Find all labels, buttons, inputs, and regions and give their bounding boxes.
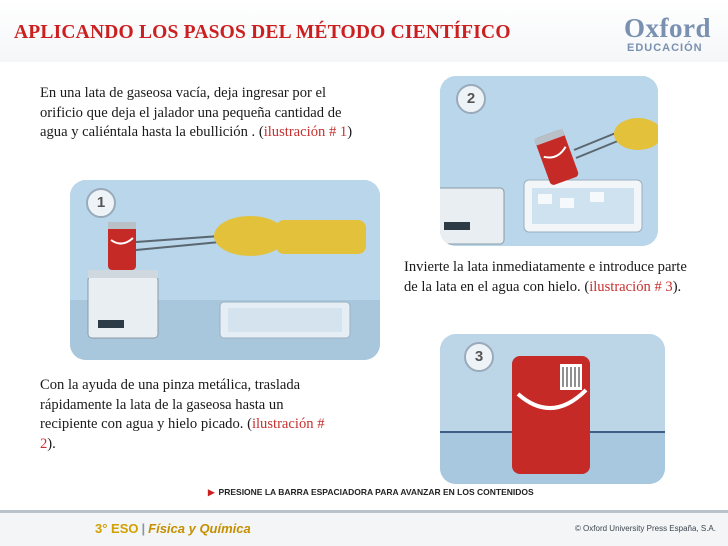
step-2-text: [40, 376, 330, 454]
course-label: [95, 521, 251, 536]
step-2-badge: 2: [456, 84, 486, 114]
illustration-3: [440, 334, 665, 484]
header: [0, 0, 728, 62]
step-1-text: [40, 84, 370, 143]
page-title: APLICANDO LOS PASOS DEL MÉTODO CIENTÍFICO: [14, 22, 511, 43]
heating-can-illustration: [70, 180, 380, 360]
spacebar-hint[interactable]: [208, 487, 534, 498]
step-1-reference: ilustración # 1: [263, 124, 348, 141]
step-3-end: ).: [672, 278, 682, 295]
step-1-badge: 1: [86, 188, 116, 218]
illustration-1: [70, 180, 380, 360]
brand-subtitle: EDUCACIÓN: [627, 42, 703, 54]
step-1-end: ): [347, 124, 353, 141]
oxford-logo: [624, 14, 728, 54]
hint-text: PRESIONE LA BARRA ESPACIADORA PARA AVANZAR EN LOS CONTENIDOS: [218, 487, 534, 497]
illustration-2: [440, 76, 658, 246]
course-subject: Física y Química: [148, 521, 251, 536]
step-3-text: [404, 258, 704, 297]
step-2-body: Con la ayuda de una pinza metálica, traslada rápidamente la lata de la gaseosa hasta un recipiente con agua y hielo picado. (: [40, 377, 301, 433]
step-2-reference: ilustración # 2: [40, 416, 325, 452]
step-1-body: En una lata de gaseosa vacía, deja ingresar por el orificio que deja el jalador una pequeña cantidad de agua y caliéntala hasta la ebullición . (: [40, 85, 342, 141]
brand-name: Oxford: [624, 13, 711, 43]
step-3-badge: 3: [464, 342, 494, 372]
step-3-body: Invierte la lata inmediatamente e introduce parte de la lata en el agua con hielo. (: [404, 259, 687, 295]
step-3-reference: ilustración # 3: [589, 278, 673, 295]
play-arrow-icon: ▶: [208, 487, 215, 497]
course-separator: |: [141, 521, 146, 536]
copyright-text: © Oxford University Press España, S.A.: [574, 524, 716, 533]
course-level: 3° ESO: [95, 521, 139, 536]
step-2-end: ).: [47, 435, 56, 452]
